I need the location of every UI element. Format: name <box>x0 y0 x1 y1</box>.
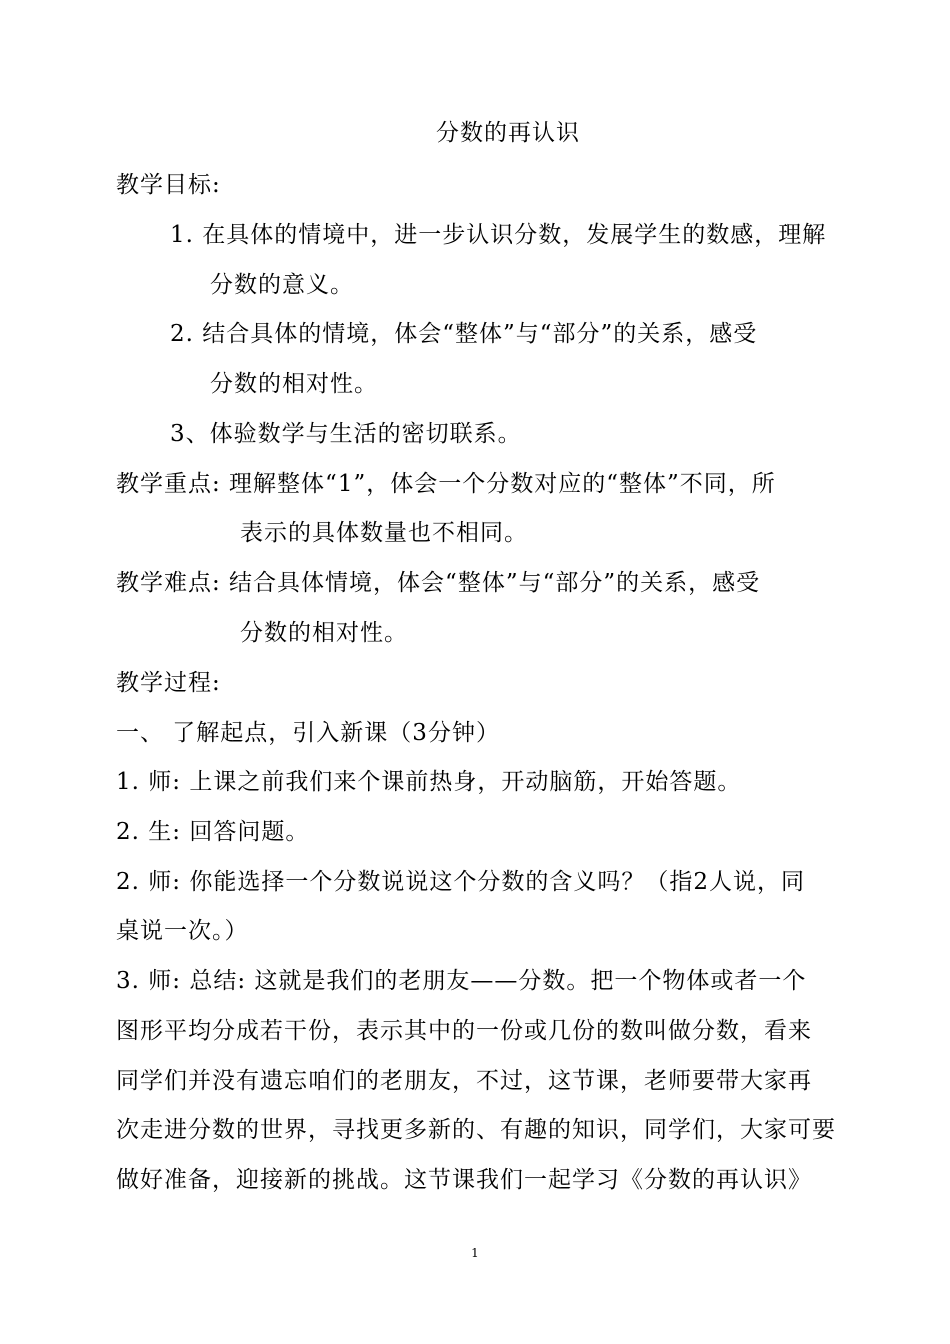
text-line: 2. 师: 你能选择一个分数说说这个分数的含义吗？（指2人说，同 <box>116 869 805 895</box>
text-line: 1. 在具体的情境中，进一步认识分数，发展学生的数感，理解 <box>170 222 827 248</box>
text-line: 同学们并没有遗忘咱们的老朋友，不过，这节课，老师要带大家再 <box>116 1068 812 1094</box>
text-line: 一、 了解起点，引入新课（3分钟） <box>116 720 500 746</box>
text-line: 2. 生: 回答问题。 <box>116 819 310 845</box>
text-line: 教学难点: 结合具体情境，体会“整体”与“部分”的关系，感受 <box>116 570 761 596</box>
text-line: 次走进分数的世界，寻找更多新的、有趣的知识，同学们，大家可要 <box>116 1117 836 1143</box>
text-line: 做好准备，迎接新的挑战。这节课我们一起学习《分数的再认识》 <box>116 1167 812 1193</box>
text-line: 分数的意义。 <box>210 272 354 298</box>
text-line: 教学重点: 理解整体“1”，体会一个分数对应的“整体”不同，所 <box>116 471 776 497</box>
text-line: 教学目标: <box>116 172 221 198</box>
text-line: 教学过程: <box>116 670 221 696</box>
text-line: 桌说一次。） <box>116 918 249 944</box>
text-line: 3. 师: 总结: 这就是我们的老朋友——分数。把一个物体或者一个 <box>116 968 807 994</box>
text-line: 分数的相对性。 <box>210 371 378 397</box>
text-line: 分数的相对性。 <box>240 620 408 646</box>
text-line: 2. 结合具体的情境，体会“整体”与“部分”的关系，感受 <box>170 321 758 347</box>
text-line: 3、体验数学与生活的密切联系。 <box>170 421 522 447</box>
text-line: 表示的具体数量也不相同。 <box>240 520 528 546</box>
text-line: 1. 师: 上课之前我们来个课前热身，开动脑筋，开始答题。 <box>116 769 742 795</box>
text-line: 图形平均分成若干份，表示其中的一份或几份的数叫做分数，看来 <box>116 1018 812 1044</box>
document-title: 分数的再认识 <box>436 120 580 146</box>
page-number: 1 <box>471 1246 479 1260</box>
